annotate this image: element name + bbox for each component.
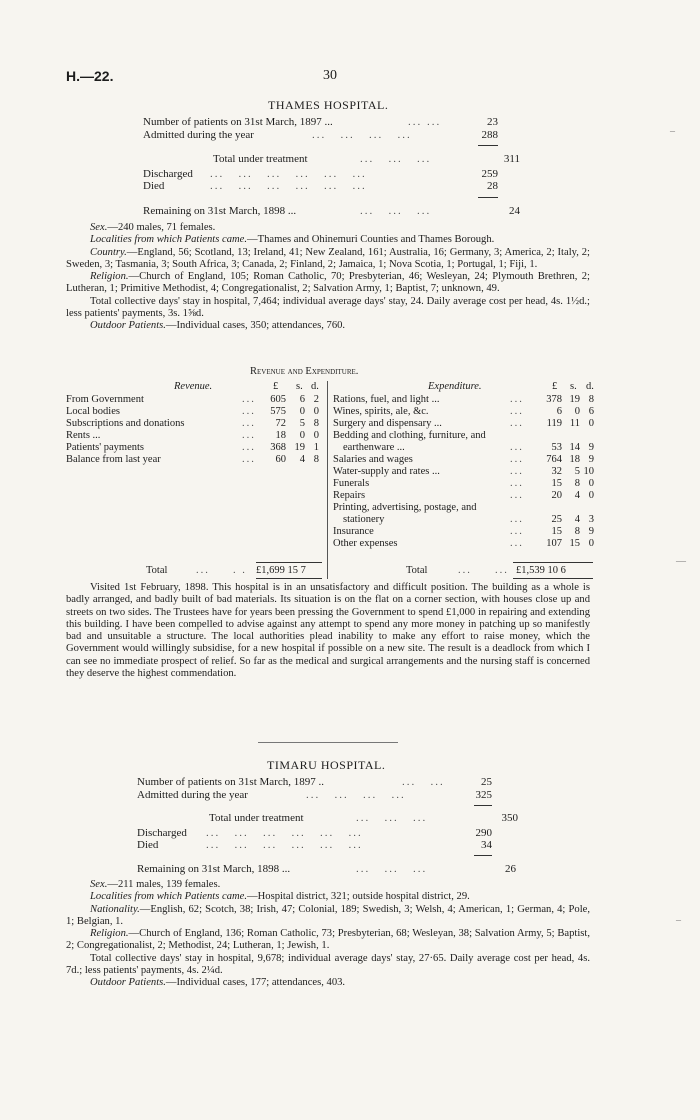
religion-value: —Church of England, 105; Roman Catholic, 70; Presbyterian, 46; Wesleyan, 24; Plymouth Brethren, 2; Lutheran, 1; Primitive Methodist, 4; Congregationalist, 2; Salvation Army, 1; Baptist, 7; unknown, 49. — [66, 271, 590, 295]
amount-pounds: 20 — [551, 490, 562, 501]
localities-value: —Hospital district, 321; outside hospital district, 29. — [247, 891, 470, 903]
thames-count-value-2: 288 — [481, 129, 498, 141]
amount-pence: 9 — [588, 442, 594, 453]
expenditure-label: stationery — [343, 514, 385, 525]
amount-shillings: 4 — [299, 454, 305, 465]
religion-value: —Church of England, 136; Roman Catholic, 73; Presbyterian, 68; Wesleyan, 38; Salvation Army, 5; Baptist, 2; Congregationalist, 2; Methodist, 24; Lutheran, 1; Jewish, 1. — [66, 928, 590, 952]
dot-leader: ... ... ... — [356, 863, 428, 875]
thames-title: THAMES HOSPITAL. — [268, 98, 389, 112]
amount-shillings: 18 — [569, 454, 580, 465]
thames-died-value: 28 — [487, 180, 498, 192]
amount-pounds: 6 — [556, 406, 562, 417]
dot-leader: ... ... ... ... ... ... — [206, 827, 363, 839]
expenditure-label: Rations, fuel, and light ... — [333, 394, 440, 405]
amount-pence: 1 — [313, 442, 319, 453]
sex-value: —240 males, 71 females. — [107, 222, 216, 233]
thames-remaining-value: 24 — [509, 205, 520, 217]
amount-pounds: 764 — [546, 454, 562, 465]
timaru-died-label: Died — [137, 839, 159, 851]
amount-pounds — [538, 430, 562, 442]
stay-text: Total collective days' stay in hospital, 7,464; individual average days' stay, 24. Daily average cost per head, 4s. 1½d.; less patients' payments, 3s. 1⅝d. — [66, 295, 590, 320]
amount-pence: 9 — [588, 526, 594, 537]
sum-rule — [474, 855, 492, 856]
amount-pence: 0 — [313, 430, 319, 441]
dot-leader: ... ... ... — [360, 205, 432, 217]
amount-shillings: 6 — [299, 394, 305, 405]
total-rule — [513, 562, 593, 563]
amount-pence — [580, 430, 594, 442]
localities-value: —Thames and Ohinemuri Counties and Thames Borough. — [247, 234, 495, 246]
expenditure-label: Bedding and clothing, furniture, and — [333, 430, 486, 441]
amount-pence: 6 — [588, 406, 594, 417]
country-value: —England, 56; Scotland, 13; Ireland, 41; New Zealand, 161; Australia, 16; Germany, 3; America, 2; Italy, 2; Sweden, 3; Tasmania, 3; South Africa, 3; Canada, 2; Finland, 2; Jamaica, 1; Nova Scotia, 1; Portugal, 1; Fiji, 1. — [66, 246, 590, 270]
revenue-label: Patients' payments — [66, 442, 145, 453]
thames-count-label-1: Number of patients on 31st March, 1897 ... — [143, 116, 333, 128]
expenditure-label: Salaries and wages — [333, 454, 413, 465]
amount-pounds — [538, 502, 562, 514]
sum-rule — [478, 145, 498, 146]
expenditure-label: Other expenses — [333, 538, 398, 549]
amount-shillings: 19 — [294, 442, 305, 453]
country-key: Country. — [90, 246, 127, 258]
amount-pounds: 15 — [551, 526, 562, 537]
thames-details — [66, 222, 590, 333]
revenue-label: Rents ... — [66, 430, 101, 441]
thames-count-label-2: Admitted during the year — [143, 129, 254, 141]
lsd-pence: d. — [586, 381, 594, 392]
localities-key: Localities from which Patients came. — [90, 891, 248, 903]
timaru-died-value: 34 — [481, 839, 492, 851]
amount-shillings: 0 — [574, 406, 580, 417]
revenue-pounds — [262, 394, 286, 466]
thames-died-label: Died — [143, 180, 165, 192]
total-rule — [256, 562, 322, 563]
revenue-labels — [66, 394, 184, 466]
amount-shillings — [564, 430, 580, 442]
amount-pounds: 107 — [546, 538, 562, 549]
amount-pence: 8 — [313, 454, 319, 465]
amount-pence: 0 — [313, 406, 319, 417]
amount-pence: 10 — [583, 466, 594, 477]
revenue-label: From Government — [66, 394, 144, 405]
lsd-shilling: s. — [296, 381, 303, 392]
amount-pence — [580, 502, 594, 514]
amount-pence: 8 — [313, 418, 319, 429]
lsd-shilling: s. — [570, 381, 577, 392]
expenditure-label: earthenware ... — [343, 442, 405, 453]
visit-text: Visited 1st February, 1898. This hospital is in an unsatisfactory and difficult position. The building as a whole is badly arranged, and badly built of bad materials. Its situation is on the flat on a corner section, with houses close up and streets on two sides. The Trustees have for years been pressing the Government to spend £1,000 in repairing and extending this building. I have been compelled to advise against any attempt to spend any more money in patching up so manifestly bad and unsuitable a structure. The local authorities plead inability to make any effort to raise money, which the Government would willingly subsidise, for a new hospital if possible on a new site. The result is a deadlock from which I can see no immediate prospect of relief. So far as the medical and surgical arrangements and the nursing staff is concerned they deserve the highest commendation. — [66, 582, 590, 680]
revenue-expenditure-title: Revenue and Expenditure. — [250, 366, 359, 377]
timaru-total-value: 350 — [501, 812, 518, 824]
revenue-total-value: £1,699 15 7 — [256, 565, 306, 576]
expenditure-leaders: ... ... ... ... ... ... ... ... ... ... ... — [510, 394, 524, 549]
revenue-shillings — [289, 394, 305, 466]
amount-pence: 2 — [313, 394, 319, 405]
timaru-count-value-1: 25 — [481, 776, 492, 788]
margin-mark: — — [676, 556, 686, 567]
timaru-remaining-label: Remaining on 31st March, 1898 ... — [137, 863, 291, 875]
amount-pence: 0 — [588, 478, 594, 489]
dot-leader: ... ... — [458, 565, 509, 576]
expenditure-label: Printing, advertising, postage, and — [333, 502, 477, 513]
localities-key: Localities from which Patients came. — [90, 234, 248, 246]
amount-pounds: 60 — [275, 454, 286, 465]
dot-leader: ... ... — [402, 776, 445, 788]
section-divider — [258, 742, 398, 743]
timaru-discharged-value: 290 — [475, 827, 492, 839]
column-divider — [327, 381, 328, 579]
outdoor-key: Outdoor Patients. — [90, 320, 166, 332]
sex-key: Sex. — [90, 222, 108, 233]
dot-leader: ... ... ... ... — [306, 789, 406, 801]
margin-mark: – — [670, 126, 675, 137]
thames-discharged-value: 259 — [481, 168, 498, 180]
amount-pence: 0 — [588, 490, 594, 501]
dot-leader: ... ... ... — [360, 153, 432, 165]
expenditure-total-value: £1,539 10 6 — [516, 565, 566, 576]
nationality-key: Nationality. — [90, 903, 140, 915]
amount-shillings: 0 — [299, 430, 305, 441]
lsd-pence: d. — [311, 381, 319, 392]
amount-pence: 9 — [588, 454, 594, 465]
revenue-label: Subscriptions and donations — [66, 418, 185, 429]
lsd-pound: £ — [552, 381, 558, 392]
amount-shillings: 5 — [299, 418, 305, 429]
expenditure-label: Wines, spirits, ale, &c. — [333, 406, 429, 417]
amount-pounds: 15 — [551, 478, 562, 489]
amount-shillings — [564, 502, 580, 514]
amount-pounds: 53 — [551, 442, 562, 453]
sum-rule — [478, 197, 498, 198]
dot-leader: ... ... ... ... — [312, 129, 412, 141]
amount-shillings: 19 — [569, 394, 580, 405]
margin-mark: – — [676, 915, 681, 926]
amount-pounds: 72 — [275, 418, 286, 429]
stay-text: Total collective days' stay in hospital, 9,678; individual average days' stay, 27·65. Daily average cost per head, 4s. 7d.; less patients' payments, 4s. 2¼d. — [66, 952, 590, 977]
amount-pounds: 32 — [551, 466, 562, 477]
timaru-count-label-1: Number of patients on 31st March, 1897 .. — [137, 776, 324, 788]
amount-shillings: 4 — [574, 514, 580, 525]
amount-pence: 3 — [588, 514, 594, 525]
timaru-discharged-label: Discharged — [137, 827, 187, 839]
thames-count-value-1: 23 — [487, 116, 498, 128]
thames-discharged-label: Discharged — [143, 168, 193, 180]
amount-pounds: 119 — [546, 418, 562, 429]
amount-shillings: 15 — [569, 538, 580, 549]
expenditure-label: Insurance — [333, 526, 374, 537]
dot-leader: ... ... ... — [356, 812, 428, 824]
dot-leader: ... ... ... ... ... ... — [210, 168, 367, 180]
timaru-count-value-2: 325 — [475, 789, 492, 801]
amount-pounds: 25 — [551, 514, 562, 525]
dot-leader: ... ... — [408, 116, 442, 128]
thames-total-label: Total under treatment — [213, 153, 308, 165]
amount-pounds: 575 — [270, 406, 286, 417]
expenditure-label: Funerals — [333, 478, 370, 489]
outdoor-value: —Individual cases, 350; attendances, 760. — [165, 320, 346, 332]
religion-key: Religion. — [90, 928, 129, 940]
revenue-label: Balance from last year — [66, 454, 161, 465]
revenue-heading: Revenue. — [174, 381, 213, 392]
amount-pence: 0 — [588, 538, 594, 549]
religion-key: Religion. — [90, 271, 129, 283]
timaru-details — [66, 879, 590, 990]
amount-pounds: 368 — [270, 442, 286, 453]
expenditure-total-label: Total — [406, 565, 428, 576]
total-rule — [513, 578, 593, 579]
revenue-label: Local bodies — [66, 406, 120, 417]
expenditure-pence — [580, 394, 594, 550]
amount-shillings: 5 — [574, 466, 580, 477]
outdoor-value: —Individual cases, 177; attendances, 403. — [165, 977, 346, 989]
amount-pounds: 18 — [275, 430, 286, 441]
expenditure-pounds — [538, 394, 562, 550]
lsd-pound: £ — [273, 381, 279, 392]
expenditure-labels — [333, 394, 486, 550]
timaru-remaining-value: 26 — [505, 863, 516, 875]
revenue-total-label: Total — [146, 565, 168, 576]
dot-leader: ... ... ... ... ... ... — [206, 839, 363, 851]
page-number: 30 — [323, 68, 337, 83]
thames-total-value: 311 — [503, 153, 520, 165]
sex-key: Sex. — [90, 879, 108, 890]
nationality-value: —English, 62; Scotch, 38; Irish, 47; Colonial, 189; Swedish, 3; Welsh, 4; American, 1; German, 4; Pole, 1; Belgian, 1. — [66, 903, 590, 927]
timaru-total-label: Total under treatment — [209, 812, 304, 824]
expenditure-label: Water-supply and rates ... — [333, 466, 440, 477]
amount-pounds: 378 — [546, 394, 562, 405]
expenditure-shillings — [564, 394, 580, 550]
amount-shillings: 11 — [569, 418, 580, 429]
total-rule — [256, 578, 322, 579]
amount-shillings: 0 — [299, 406, 305, 417]
outdoor-key: Outdoor Patients. — [90, 977, 166, 989]
amount-pounds: 605 — [270, 394, 286, 405]
amount-shillings: 8 — [574, 478, 580, 489]
expenditure-heading: Expenditure. — [428, 381, 482, 392]
sex-value: —211 males, 139 females. — [107, 879, 221, 890]
dot-leader: ... . . — [196, 565, 247, 576]
amount-pence: 0 — [588, 418, 594, 429]
amount-shillings: 14 — [569, 442, 580, 453]
revenue-pence — [307, 394, 319, 466]
thames-remaining-label: Remaining on 31st March, 1898 ... — [143, 205, 297, 217]
expenditure-label: Repairs — [333, 490, 366, 501]
revenue-leaders: ... ... ... ... ... ... — [242, 394, 256, 465]
amount-shillings: 8 — [574, 526, 580, 537]
timaru-count-label-2: Admitted during the year — [137, 789, 248, 801]
amount-pence: 8 — [588, 394, 594, 405]
report-reference: H.—22. — [66, 68, 114, 84]
dot-leader: ... ... ... ... ... ... — [210, 180, 367, 192]
expenditure-label: Surgery and dispensary ... — [333, 418, 442, 429]
timaru-title: TIMARU HOSPITAL. — [267, 758, 386, 772]
amount-shillings: 4 — [574, 490, 580, 501]
thames-visit-report — [66, 582, 590, 680]
sum-rule — [474, 805, 492, 806]
